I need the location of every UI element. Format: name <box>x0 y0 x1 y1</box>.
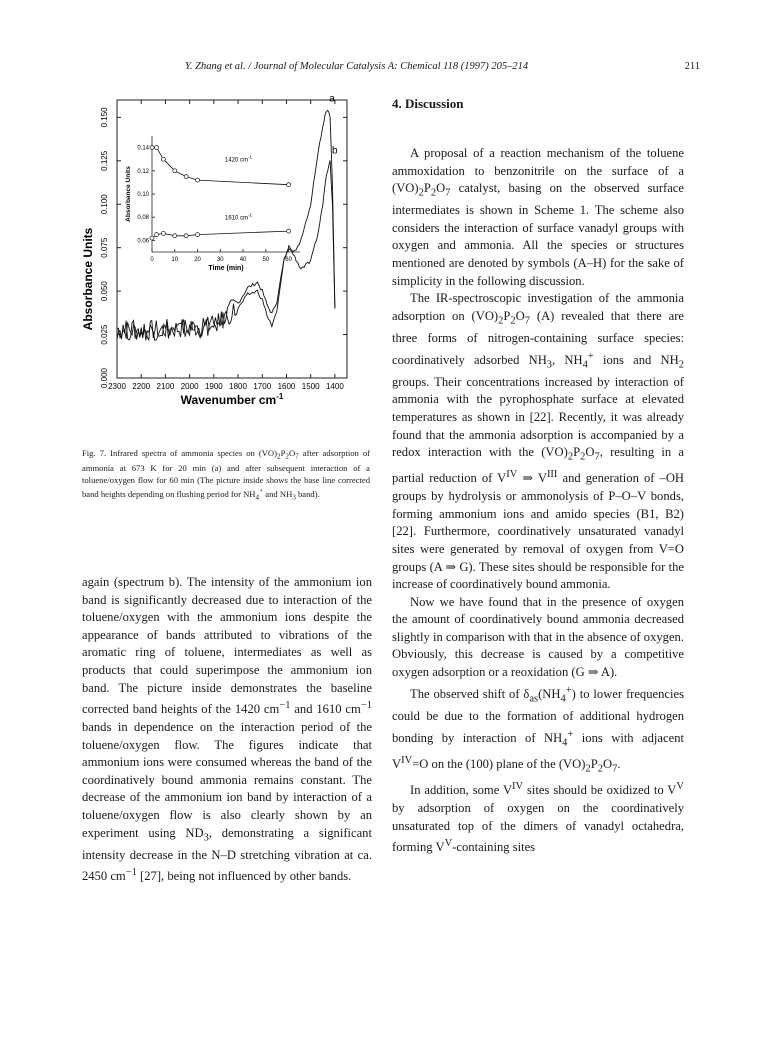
inset-series-label-1420: 1420 $cm^{-1}$ <box>225 154 253 164</box>
inset-data-point <box>173 234 177 238</box>
inset-data-point <box>155 233 159 237</box>
y-tick-label: 0.100 <box>100 194 109 215</box>
x-axis-label-unit: -1 <box>276 392 284 401</box>
inset-y-tick-label: 0.12 <box>137 168 149 175</box>
y-tick-label: 0.125 <box>100 150 109 171</box>
inset-data-point <box>287 229 291 233</box>
paragraph: again (spectrum b). The intensity of the ammonium ion band is significantly decreased due to interaction of the toluene/oxygen with the ammonium ions despite the appearance of bands attributed to vibrations of the aromatic ring of toluene, intermediates as well as products that could superimpose the ammonium ion band. The picture inside demonstrates the baseline corrected band heights of the 1420 $cm^{-1}$ and 1610 $cm^{-1}$ bands in dependence on the interaction period of the toluene/oxygen flow. The figures indicate that ammonium ions were consumed whereas the band of the coordinatively bound ammonia remains constant. The decrease of the ammonium ion band by interaction of a toluene/oxygen flow is also clearly shown by an experiment using $ND_3$, demonstrating a significant intensity decrease in the N–D stretching vibration at ca. 2450 $cm^{-1}$ [27], being not influenced by other bands. <box>82 575 372 884</box>
paragraph: In addition, some $V^{IV}$ sites should be oxidized to $V^V$ by adsorption of oxygen on the coordinatively unsaturated top of the dimers of vanadyl octahedra, forming $V^V$-containing sites <box>392 781 684 855</box>
inset-data-point <box>196 233 200 237</box>
inset-y-label: Absorbance Units <box>125 166 132 222</box>
paragraph: The IR-spectroscopic investigation of the ammonia adsorption on $(VO)_2P_2O_7$ (A) revealed that there are three forms of nitrogen-containing surface species: coordinatively adsorbed $NH_3$, $NH_4^+$ ions and $NH_2$ groups. Their concentrations increased by interaction of ammonia with the pyrophosphate surface at elevated temperatures as shown in [22]. Recently, it was already found that the ammonia adsorption is accompanied by a redox interaction with the $(VO)_2P_2O_7$, resulting in a partial reduction of $V^{IV}$ ⇒ $V^{III}$ and generation of –OH groups by hydrolysis or ammonolysis of P–O–V bonds, forming ammonium ions and amido species (B1, B2) [22]. Furthermore, coordinatively unsaturated vanadyl sites were generated by removal of oxygen from V=O groups (A ⇒ G). These sites should be responsible for the increase of coordinatively bound ammonia. <box>392 291 685 592</box>
paragraph: Now we have found that in the presence of oxygen the amount of coordinatively bound ammonia decreased slightly in comparison with that in the absence of oxygen. Obviously, this decrease is caused by a competitive oxygen adsorption or a reoxidation (G ⇒ A). <box>392 594 684 680</box>
inset-x-tick-label: 10 <box>171 257 179 263</box>
figure-7 <box>72 90 372 430</box>
inset-x-tick-label: 0 <box>150 257 154 263</box>
inset-x-tick-label: 50 <box>262 257 270 263</box>
inset-data-point <box>287 183 291 187</box>
paragraph: The observed shift of $\delta_{as}(NH_4^+)$ to lower frequencies could be due to the formation of additional hydrogen bonding by interaction of $NH_4^+$ ions with adjacent $V^{IV}=O$ on the (100) plane of the $(VO)_2P_2O_7$. <box>392 684 685 775</box>
x-tick-label: 2300 <box>108 382 126 391</box>
right-column <box>392 145 684 857</box>
x-tick-label: 1600 <box>277 382 296 391</box>
inset-data-point <box>155 146 159 150</box>
inset-data-point <box>184 234 188 238</box>
section-heading: 4. Discussion <box>392 96 464 111</box>
x-tick-label: 1700 <box>253 382 272 391</box>
x-tick-label: 1800 <box>229 382 247 391</box>
figure-caption: Fig. 7. Infrared spectra of ammonia species on $(VO)_2P_2O_7$ after adsorption of ammonia at 673 K for 20 min (a) and after subsequent interaction of a toluene/oxygen flow for 60 min (The picture inside shows the base line corrected band heights depending on flushing period for $NH_4^+$ and $NH_3$ band). <box>82 448 371 502</box>
inset-y-tick-label: 0.14 <box>137 145 149 152</box>
inset-y-tick-label: 0.10 <box>137 192 149 198</box>
inset-x-tick-label: 40 <box>239 257 247 263</box>
inset-y-tick-label: 0.06 <box>137 238 149 245</box>
x-tick-label: 1900 <box>204 382 223 391</box>
page-number: 211 <box>684 61 700 72</box>
curve-label-a: a <box>329 93 335 105</box>
y-tick-label: 0.025 <box>100 324 109 345</box>
inset-data-point <box>173 169 177 173</box>
y-tick-label: 0.150 <box>100 107 109 128</box>
inset-x-tick-label: 20 <box>194 257 201 263</box>
inset-series-label-unit: -1 <box>248 154 253 160</box>
running-header <box>70 61 700 77</box>
inset-data-point <box>196 178 200 182</box>
inset-x-label: Time (min) <box>208 265 244 272</box>
inset-y-tick-label: 0.08 <box>137 215 149 222</box>
y-tick-label: 0.075 <box>100 237 109 258</box>
inset-data-point <box>150 236 154 240</box>
x-tick-label: 2000 <box>180 382 199 391</box>
x-tick-label: 1500 <box>301 382 320 391</box>
inset-data-point <box>184 175 188 179</box>
x-tick-label: 2100 <box>156 382 175 391</box>
inset-data-point <box>150 146 154 150</box>
ir-spectra-chart <box>72 90 372 430</box>
inset-x-tick-label: 60 <box>285 257 292 263</box>
inset-series-line <box>152 231 289 238</box>
spectrum-a <box>117 110 335 340</box>
x-tick-label: 1400 <box>325 382 344 391</box>
inset-series-label-unit: -1 <box>248 212 253 218</box>
y-tick-label: 0.050 <box>100 281 109 302</box>
paragraph: A proposal of a reaction mechanism of the toluene ammoxidation to benzonitrile on the surface of a $(VO)_2P_2O_7$ catalyst, basing on the observed surface intermediates is shown in Scheme 1. The scheme also considers the interaction of surface vanadyl groups with oxygen and ammonia. All the species or structures mentioned are denoted by symbols (A–H) for the sake of simplicity in the following discussion. <box>392 146 684 288</box>
inset-series-label-1610: 1610 $cm^{-1}$ <box>225 212 253 222</box>
inset-data-point <box>161 157 165 161</box>
running-title: Y. Zhang et al. / Journal of Molecular Catalysis A: Chemical 118 (1997) 205–214 <box>185 61 529 72</box>
curve-label-b: b <box>332 145 338 157</box>
y-axis-label: Absorbance Units <box>81 227 95 331</box>
left-column <box>82 574 372 886</box>
inset-data-point <box>161 231 165 235</box>
x-axis-label: Wavenumber $cm^{-1}$ <box>180 392 284 407</box>
inset-series-line <box>152 148 289 185</box>
x-tick-label: 2200 <box>132 382 151 391</box>
spectrum-b <box>117 160 335 340</box>
y-tick-label: 0.000 <box>100 367 109 389</box>
inset-x-tick-label: 30 <box>216 257 224 263</box>
